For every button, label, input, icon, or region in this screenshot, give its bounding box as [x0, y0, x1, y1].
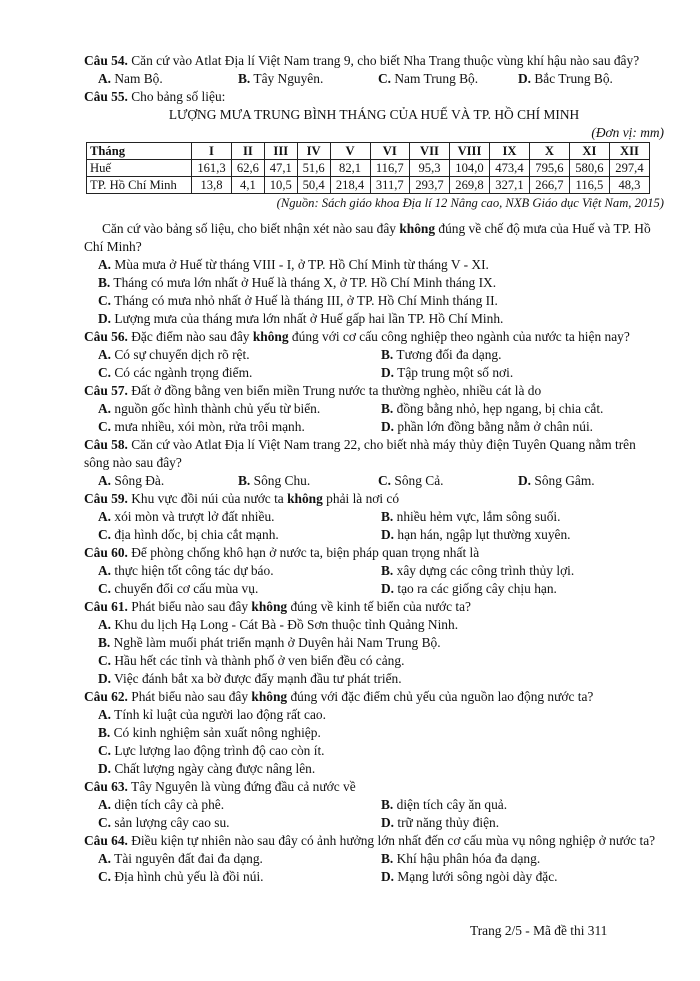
- options-row: [84, 526, 664, 544]
- option-a[interactable]: A. Khu du lịch Hạ Long - Cát Bà - Đồ Sơn thuộc tỉnh Quảng Ninh.: [98, 617, 459, 632]
- option-c[interactable]: C. sản lượng cây cao su.: [98, 815, 230, 830]
- table-header-row: Tháng I II III IV V VI VII VIII IX X XI XII: [87, 143, 650, 160]
- options-row: [84, 508, 664, 526]
- options-row: [84, 346, 664, 364]
- option-b[interactable]: B. đồng bằng nhỏ, hẹp ngang, bị chia cắt.: [381, 401, 604, 416]
- option-d[interactable]: D. Tập trung một số nơi.: [381, 365, 514, 380]
- option-b[interactable]: B. xây dựng các công trình thủy lợi.: [381, 563, 575, 578]
- options-row: [84, 580, 664, 598]
- option-c[interactable]: C. Nam Trung Bộ.: [378, 71, 479, 86]
- option-d[interactable]: D. Lượng mưa của tháng mưa lớn nhất ở Huế gấp hai lần TP. Hồ Chí Minh.: [98, 311, 504, 326]
- option-b[interactable]: B. Nghề làm muối phát triển mạnh ở Duyên hải Nam Trung Bộ.: [98, 635, 441, 650]
- option-c[interactable]: C. địa hình dốc, bị chia cắt mạnh.: [98, 527, 279, 542]
- question-61: Câu 61. Phát biểu nào sau đây không đúng về kinh tế biển của nước ta? A. Khu du lịch Hạ Long - Cát Bà - Đồ Sơn thuộc tỉnh Quảng Ninh. B. Nghề làm muối phát triển mạnh ở Duyên hải Nam Trung Bộ. C. Hầu hết các tỉnh và thành phố ở ven biển đều có cảng. D. Việc đánh bắt xa bờ được đẩy mạnh đầu tư phát triển.: [84, 598, 664, 688]
- option-a[interactable]: A. Có sự chuyển dịch rõ rệt.: [98, 347, 250, 362]
- option-c[interactable]: C. Địa hình chủ yếu là đồi núi.: [98, 869, 264, 884]
- option-c[interactable]: C. chuyển đổi cơ cấu mùa vụ.: [98, 581, 259, 596]
- exam-content: [84, 52, 664, 886]
- options-row: [84, 400, 664, 418]
- options-row: [84, 364, 664, 382]
- question-64: Câu 64. Điều kiện tự nhiên nào sau đây có ảnh hưởng lớn nhất đến cơ cấu mùa vụ nông nghiệp ở nước ta? A. Tài nguyên đất đai đa dạng. B. Khí hậu phân hóa đa dạng. C. Địa hình chủ yếu là đồi núi. D. Mạng lưới sông ngòi dày đặc.: [84, 832, 664, 886]
- option-c[interactable]: C. Tháng có mưa nhỏ nhất ở Huế là tháng III, ở TP. Hồ Chí Minh tháng II.: [98, 293, 498, 308]
- options-row: [84, 868, 664, 886]
- option-a[interactable]: A. Nam Bộ.: [98, 71, 163, 86]
- option-b[interactable]: B. Có kinh nghiệm sản xuất nông nghiệp.: [98, 725, 321, 740]
- question-62: Câu 62. Phát biểu nào sau đây không đúng với đặc điểm chủ yếu của nguồn lao động nước ta? A. Tính kỉ luật của người lao động rất cao. B. Có kinh nghiệm sản xuất nông nghiệp. C. Lực lượng lao động trình độ cao còn ít. D. Chất lượng ngày càng được nâng lên.: [84, 688, 664, 778]
- option-d[interactable]: D. Chất lượng ngày càng được nâng lên.: [98, 761, 316, 776]
- options-row: [84, 472, 664, 490]
- table-row: TP. Hồ Chí Minh 13,8 4,1 10,5 50,4 218,4 311,7 293,7 269,8 327,1 266,7 116,5 48,3: [87, 177, 650, 194]
- option-d[interactable]: D. Bắc Trung Bộ.: [518, 71, 613, 86]
- question-59: Câu 59. Khu vực đồi núi của nước ta không phải là nơi có A. xói mòn và trượt lở đất nhiều. B. nhiều hẻm vực, lắm sông suối. C. địa hình dốc, bị chia cắt mạnh. D. hạn hán, ngập lụt thường xuyên.: [84, 490, 664, 544]
- question-stem: Căn cứ vào bảng số liệu, cho biết nhận xét nào sau đây không đúng về chế độ mưa của Huế và TP. Hồ Chí Minh?: [84, 221, 651, 254]
- option-d[interactable]: D. Việc đánh bắt xa bờ được đẩy mạnh đầu tư phát triển.: [98, 671, 402, 686]
- table-unit: (Đơn vị: mm): [591, 125, 664, 140]
- option-a[interactable]: A. nguồn gốc hình thành chủ yếu từ biển.: [98, 401, 321, 416]
- options-row: [84, 70, 664, 88]
- question-label: Câu 55.: [84, 89, 128, 104]
- option-c[interactable]: C. mưa nhiều, xói mòn, rửa trôi mạnh.: [98, 419, 305, 434]
- question-text: Cho bảng số liệu:: [127, 89, 226, 104]
- options-row: [84, 562, 664, 580]
- option-b[interactable]: B. Tháng có mưa lớn nhất ở Huế là tháng X, ở TP. Hồ Chí Minh tháng IX.: [98, 275, 497, 290]
- table-title: LƯỢNG MƯA TRUNG BÌNH THÁNG CỦA HUẾ VÀ TP. HỒ CHÍ MINH: [168, 107, 580, 122]
- option-a[interactable]: A. thực hiện tốt công tác dự báo.: [98, 563, 274, 578]
- option-d[interactable]: D. phần lớn đồng bằng nằm ở chân núi.: [381, 419, 594, 434]
- options-row: [84, 850, 664, 868]
- question-55: [84, 88, 664, 328]
- option-b[interactable]: B. Sông Chu.: [238, 473, 311, 488]
- option-a[interactable]: A. diện tích cây cà phê.: [98, 797, 225, 812]
- option-d[interactable]: D. Mạng lưới sông ngòi dày đặc.: [381, 869, 558, 884]
- option-d[interactable]: D. Sông Gâm.: [518, 473, 595, 488]
- question-57: Câu 57. Đất ở đồng bằng ven biển miền Trung nước ta thường nghèo, nhiều cát là do A. nguồn gốc hình thành chủ yếu từ biển. B. đồng bằng nhỏ, hẹp ngang, bị chia cắt. C. mưa nhiều, xói mòn, rửa trôi mạnh. D. phần lớn đồng bằng nằm ở chân núi.: [84, 382, 664, 436]
- option-b[interactable]: B. Tương đối đa dạng.: [381, 347, 502, 362]
- question-63: Câu 63. Tây Nguyên là vùng đứng đầu cả nước về A. diện tích cây cà phê. B. diện tích cây ăn quả. C. sản lượng cây cao su. D. trữ năng thủy điện.: [84, 778, 664, 832]
- option-a[interactable]: A. Sông Đà.: [98, 473, 165, 488]
- option-d[interactable]: D. hạn hán, ngập lụt thường xuyên.: [381, 527, 571, 542]
- option-d[interactable]: D. tạo ra các giống cây chịu hạn.: [381, 581, 557, 596]
- option-a[interactable]: A. Tính kỉ luật của người lao động rất cao.: [98, 707, 326, 722]
- table-row: Huế 161,3 62,6 47,1 51,6 82,1 116,7 95,3 104,0 473,4 795,6 580,6 297,4: [87, 160, 650, 177]
- options-row: [84, 796, 664, 814]
- table-source: (Nguồn: Sách giáo khoa Địa lí 12 Nâng cao, NXB Giáo dục Việt Nam, 2015): [276, 196, 664, 210]
- option-b[interactable]: B. diện tích cây ăn quả.: [381, 797, 508, 812]
- option-c[interactable]: C. Hầu hết các tỉnh và thành phố ở ven biển đều có cảng.: [98, 653, 405, 668]
- option-c[interactable]: C. Có các ngành trọng điểm.: [98, 365, 253, 380]
- question-56: Câu 56. Đặc điểm nào sau đây không đúng với cơ cấu công nghiệp theo ngành của nước ta hiện nay? A. Có sự chuyển dịch rõ rệt. B. Tương đối đa dạng. C. Có các ngành trọng điểm. D. Tập trung một số nơi.: [84, 328, 664, 382]
- option-b[interactable]: B. Tây Nguyên.: [238, 71, 324, 86]
- options-row: [84, 418, 664, 436]
- option-a[interactable]: A. xói mòn và trượt lở đất nhiều.: [98, 509, 275, 524]
- page-footer: Trang 2/5 - Mã đề thi 311: [470, 923, 608, 938]
- question-58: Câu 58. Căn cứ vào Atlat Địa lí Việt Nam trang 22, cho biết nhà máy thủy điện Tuyên Quang nằm trên sông nào sau đây? A. Sông Đà. B. Sông Chu. C. Sông Cả. D. Sông Gâm.: [84, 436, 664, 490]
- rainfall-table: [86, 142, 650, 194]
- option-a[interactable]: A. Mùa mưa ở Huế từ tháng VIII - I, ở TP. Hồ Chí Minh từ tháng V - XI.: [98, 257, 489, 272]
- question-label: Câu 54.: [84, 53, 128, 68]
- question-60: Câu 60. Để phòng chống khô hạn ở nước ta, biện pháp quan trọng nhất là A. thực hiện tốt công tác dự báo. B. xây dựng các công trình thủy lợi. C. chuyển đổi cơ cấu mùa vụ. D. tạo ra các giống cây chịu hạn.: [84, 544, 664, 598]
- question-54: [84, 52, 664, 88]
- option-b[interactable]: B. nhiều hẻm vực, lắm sông suối.: [381, 509, 561, 524]
- option-c[interactable]: C. Sông Cả.: [378, 473, 444, 488]
- option-a[interactable]: A. Tài nguyên đất đai đa dạng.: [98, 851, 263, 866]
- options-row: [84, 814, 664, 832]
- option-b[interactable]: B. Khí hậu phân hóa đa dạng.: [381, 851, 541, 866]
- question-text: Căn cứ vào Atlat Địa lí Việt Nam trang 9, cho biết Nha Trang thuộc vùng khí hậu nào sau đây?: [127, 53, 640, 68]
- option-c[interactable]: C. Lực lượng lao động trình độ cao còn ít.: [98, 743, 325, 758]
- option-d[interactable]: D. trữ năng thủy điện.: [381, 815, 500, 830]
